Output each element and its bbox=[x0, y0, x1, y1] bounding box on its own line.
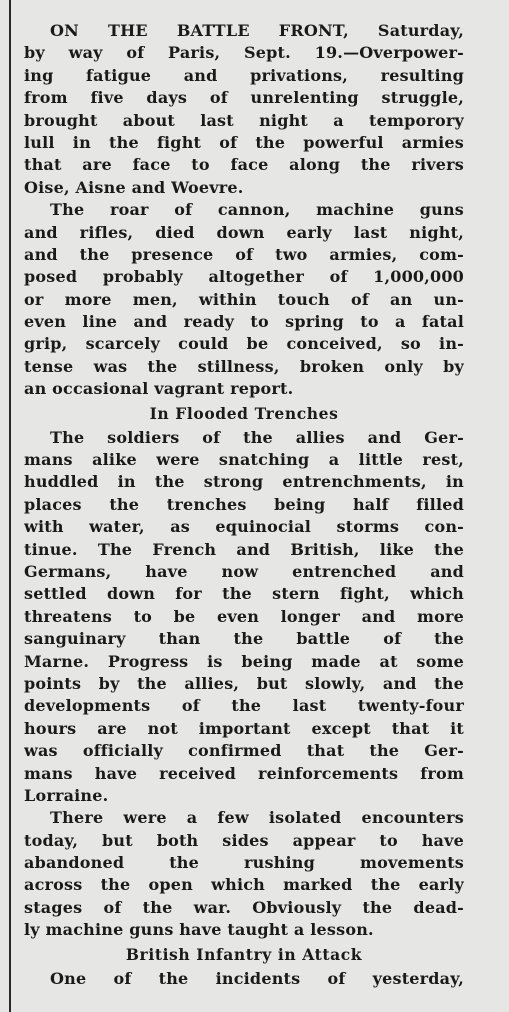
text-line: lull in the fight of the powerful armies bbox=[24, 132, 464, 152]
text-line: Marne. Progress is being made at some bbox=[24, 651, 464, 671]
text-line: ly machine guns have taught a lesson. bbox=[24, 920, 374, 940]
text-line: developments of the last twenty-four bbox=[24, 696, 464, 716]
text-line: with water, as equinocial storms con- bbox=[24, 517, 464, 537]
text-line: or more men, within touch of an un- bbox=[24, 289, 464, 309]
text-line: tense was the stillness, broken only by bbox=[24, 356, 464, 376]
text-line: There were a few isolated encounters bbox=[50, 808, 464, 828]
paragraph-4 bbox=[24, 807, 464, 941]
text-line: mans have received reinforcements from bbox=[24, 763, 464, 783]
paragraph-2 bbox=[24, 199, 464, 401]
text-line: brought about last night a temporory bbox=[24, 110, 464, 130]
text-line: huddled in the strong entrenchments, in bbox=[24, 472, 464, 492]
subheading-flooded-trenches: In Flooded Trenches bbox=[149, 403, 339, 423]
text-line: places the trenches being half filled bbox=[24, 494, 464, 514]
newspaper-article bbox=[24, 20, 464, 990]
text-line: mans alike were snatching a little rest, bbox=[24, 450, 464, 470]
text-line: Germans, have now entrenched and bbox=[24, 561, 464, 581]
text-line: tinue. The French and British, like the bbox=[24, 539, 464, 559]
text-line: today, but both sides appear to have bbox=[24, 830, 464, 850]
text-line: Lorraine. bbox=[24, 785, 109, 805]
text-line: settled down for the stern fight, which bbox=[24, 584, 464, 604]
text-line: grip, scarcely could be conceived, so in- bbox=[24, 334, 464, 354]
text-line: across the open which marked the early bbox=[24, 875, 464, 895]
text-line: posed probably altogether of 1,000,000 bbox=[24, 267, 464, 287]
text-line: ing fatigue and privations, resulting bbox=[24, 65, 464, 85]
text-line: hours are not important except that it bbox=[24, 718, 464, 738]
text-line: One of the incidents of yesterday, bbox=[50, 968, 464, 988]
text-line: ON THE BATTLE FRONT, Saturday, bbox=[50, 21, 464, 40]
text-line: was officially confirmed that the Ger- bbox=[24, 741, 464, 761]
text-line: abandoned the rushing movements bbox=[24, 853, 464, 873]
text-line: The roar of cannon, machine guns bbox=[50, 200, 464, 220]
text-line: and rifles, died down early last night, bbox=[24, 222, 464, 242]
paragraph-3 bbox=[24, 427, 464, 808]
column-rule bbox=[9, 0, 11, 1012]
text-line: an occasional vagrant report. bbox=[24, 379, 294, 399]
text-line: by way of Paris, Sept. 19.—Overpower- bbox=[24, 43, 464, 63]
text-line: sanguinary than the battle of the bbox=[24, 629, 464, 649]
text-line: and the presence of two armies, com- bbox=[24, 244, 464, 264]
text-line: points by the allies, but slowly, and the bbox=[24, 673, 464, 693]
text-line: even line and ready to spring to a fatal bbox=[24, 312, 464, 332]
text-line: The soldiers of the allies and Ger- bbox=[50, 427, 464, 447]
text-line: Oise, Aisne and Woevre. bbox=[24, 177, 244, 197]
text-line: threatens to be even longer and more bbox=[24, 606, 464, 626]
paragraph-1 bbox=[24, 20, 464, 199]
text-line: stages of the war. Obviously the dead- bbox=[24, 897, 464, 917]
text-line: from five days of unrelenting struggle, bbox=[24, 88, 464, 108]
subheading-british-infantry: British Infantry in Attack bbox=[125, 944, 363, 964]
paragraph-5 bbox=[24, 968, 464, 990]
text-line: that are face to face along the rivers bbox=[24, 155, 464, 175]
